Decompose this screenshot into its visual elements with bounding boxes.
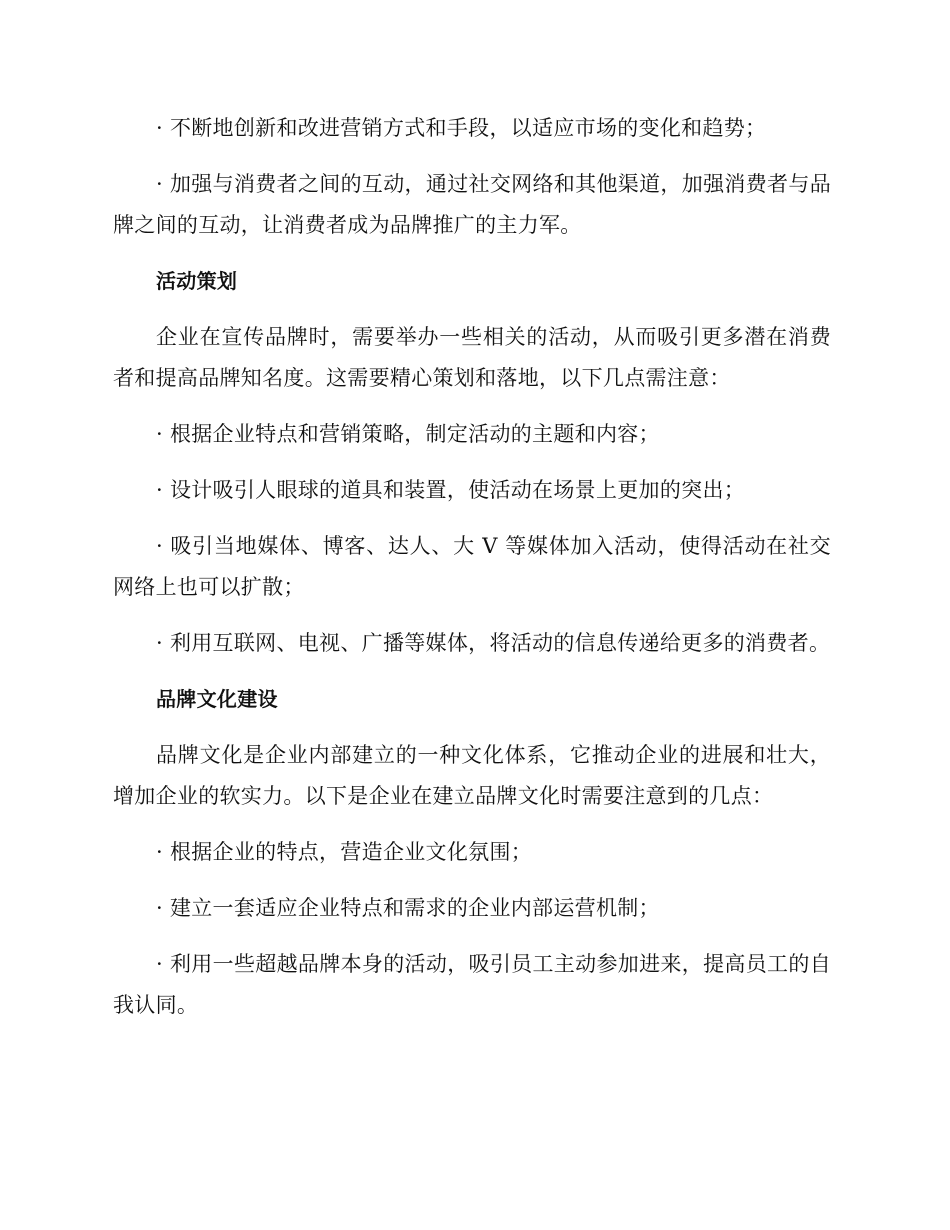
bullet-item: · 加强与消费者之间的互动，通过社交网络和其他渠道，加强消费者与品牌之间的互动，让消费者成为品牌推广的主力军。 — [113, 172, 831, 237]
body-paragraph: 品牌文化是企业内部建立的一种文化体系，它推动企业的进展和壮大，增加企业的软实力。以下是企业在建立品牌文化时需要注意到的几点： — [113, 743, 831, 808]
bullet-item: · 设计吸引人眼球的道具和装置，使活动在场景上更加的突出； — [156, 478, 746, 502]
bullet-item: · 不断地创新和改进营销方式和手段，以适应市场的变化和趋势； — [156, 116, 767, 140]
document-body — [113, 108, 831, 1026]
section-heading: 品牌文化建设 — [156, 687, 278, 711]
section-heading: 活动策划 — [156, 269, 238, 293]
body-paragraph: 企业在宣传品牌时，需要举办一些相关的活动，从而吸引更多潜在消费者和提高品牌知名度。这需要精心策划和落地，以下几点需注意： — [113, 325, 831, 390]
bullet-item: · 建立一套适应企业特点和需求的企业内部运营机制； — [156, 896, 660, 920]
bullet-item: · 吸引当地媒体、博客、达人、大 V 等媒体加入活动，使得活动在社交网络上也可以扩散； — [113, 534, 831, 599]
bullet-item: · 利用互联网、电视、广播等媒体，将活动的信息传递给更多的消费者。 — [156, 631, 831, 655]
bullet-item: · 利用一些超越品牌本身的活动，吸引员工主动参加进来，提高员工的自我认同。 — [113, 952, 831, 1017]
bullet-item: · 根据企业的特点，营造企业文化氛围； — [156, 840, 533, 864]
bullet-item: · 根据企业特点和营销策略，制定活动的主题和内容； — [156, 422, 660, 446]
